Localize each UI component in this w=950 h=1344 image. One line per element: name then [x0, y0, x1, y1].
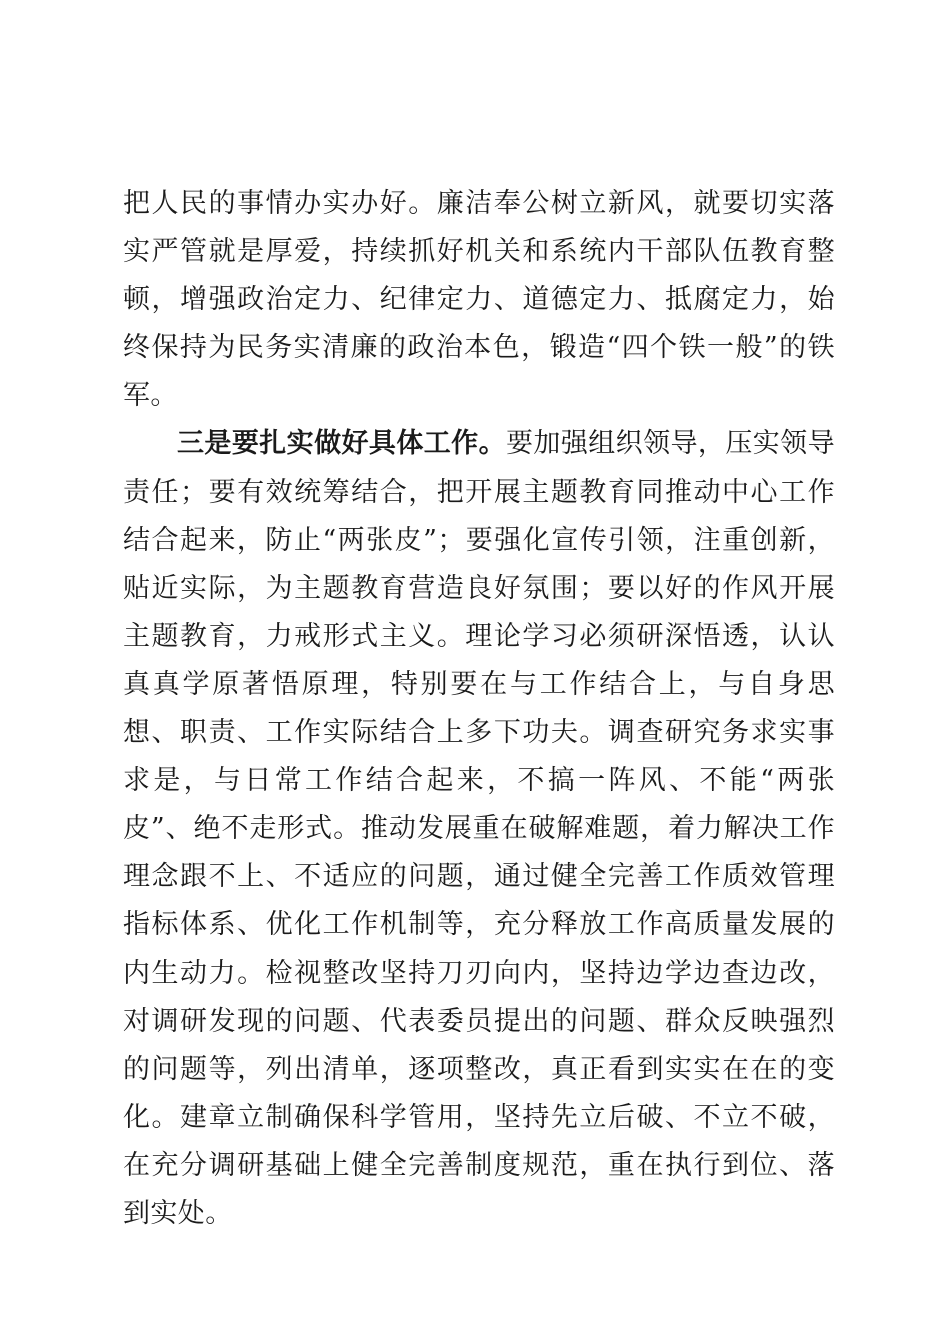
paragraph-continuation — [123, 180, 835, 420]
document-body — [123, 180, 835, 1238]
paragraph-text: 把人民的事情办实办好。廉洁奉公树立新风，就要切实落实严管就是厚爱，持续抓好机关和系统内干部队伍教育整顿，增强政治定力、纪律定力、道德定力、抵腐定力，始终保持为民务实清廉的政治本色，锻造“四个铁一般”的铁军。 — [123, 188, 835, 412]
paragraph-lead-heading: 三是要扎实做好具体工作。 — [177, 428, 506, 460]
paragraph-text: 要加强组织领导，压实领导责任；要有效统筹结合，把开展主题教育同推动中心工作结合起来，防止“两张皮”；要强化宣传引领，注重创新，贴近实际，为主题教育营造良好氛围；要以好的作风开展主题教育，力戒形式主义。理论学习必须研深悟透，认认真真学原著悟原理，特别要在与工作结合上，与自身思想、职责、工作实际结合上多下功夫。调查研究务求实事求是，与日常工作结合起来，不搞一阵风、不能“两张皮”、绝不走形式。推动发展重在破解难题，着力解决工作理念跟不上、不适应的问题，通过健全完善工作质效管理指标体系、优化工作机制等，充分释放工作高质量发展的内生动力。检视整改坚持刀刃向内，坚持边学边查边改，对调研发现的问题、代表委员提出的问题、群众反映强烈的问题等，列出清单，逐项整改，真正看到实实在在的变化。建章立制确保科学管用，坚持先立后破、不立不破，在充分调研基础上健全完善制度规范，重在执行到位、落到实处。 — [123, 428, 835, 1229]
paragraph-point-three — [123, 420, 835, 1238]
